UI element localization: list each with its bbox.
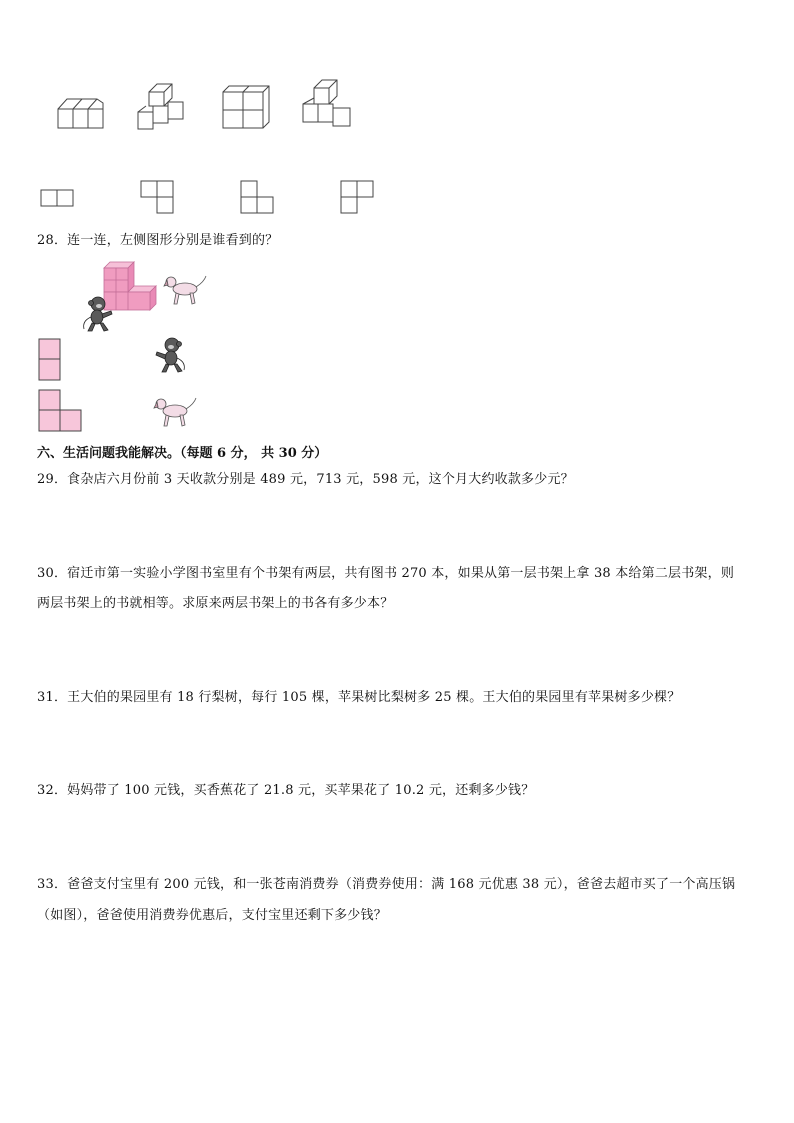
- question-33-line-2: （如图），爸爸使用消费券优惠后，支付宝里还剩下多少钱？: [37, 908, 387, 923]
- dog-icon: [150, 394, 200, 430]
- question-33-line-1: 33．爸爸支付宝里有 200 元钱，和一张苍南消费券（消费券使用：满 168 元优惠 38 元），爸爸去超市买了一个高压锅: [37, 877, 736, 892]
- question-30-line-1: 30．宿迁市第一实验小学图书室里有个书架有两层，共有图书 270 本，如果从第一层书架上拿 38 本给第二层书架，则: [37, 566, 735, 581]
- view-figure-4: [340, 180, 376, 216]
- question-32: 32．妈妈带了 100 元钱，买香蕉花了 21.8 元，买苹果花了 10.2 元，还剩多少钱？: [37, 783, 535, 798]
- pink-view-2: [38, 389, 84, 433]
- cube-figure-3: [220, 84, 270, 130]
- question-31: 31．王大伯的果园里有 18 行梨树，每行 105 棵，苹果树比梨树多 25 棵。王大伯的果园里有苹果树多少棵？: [37, 690, 681, 705]
- question-29: 29．食杂店六月份前 3 天收款分别是 489 元，713 元，598 元，这个月大约收款多少元？: [37, 472, 574, 487]
- question-28: 28．连一连，左侧图形分别是谁看到的？: [37, 233, 279, 248]
- view-figure-1: [40, 189, 76, 209]
- dog-icon: [160, 272, 210, 308]
- view-figure-2: [140, 180, 176, 216]
- section-6-title: 六、生活问题我能解决。（每题 6 分， 共 30 分）: [37, 446, 328, 461]
- monkey-icon: [152, 336, 190, 376]
- monkey-icon: [78, 295, 116, 335]
- question-30-line-2: 两层书架上的书就相等。求原来两层书架上的书各有多少本？: [37, 596, 394, 611]
- cube-figure-4: [300, 78, 355, 132]
- cube-figure-1: [55, 95, 105, 131]
- view-figure-3: [240, 180, 276, 216]
- cube-figure-2: [135, 82, 190, 132]
- pink-view-1: [38, 338, 62, 382]
